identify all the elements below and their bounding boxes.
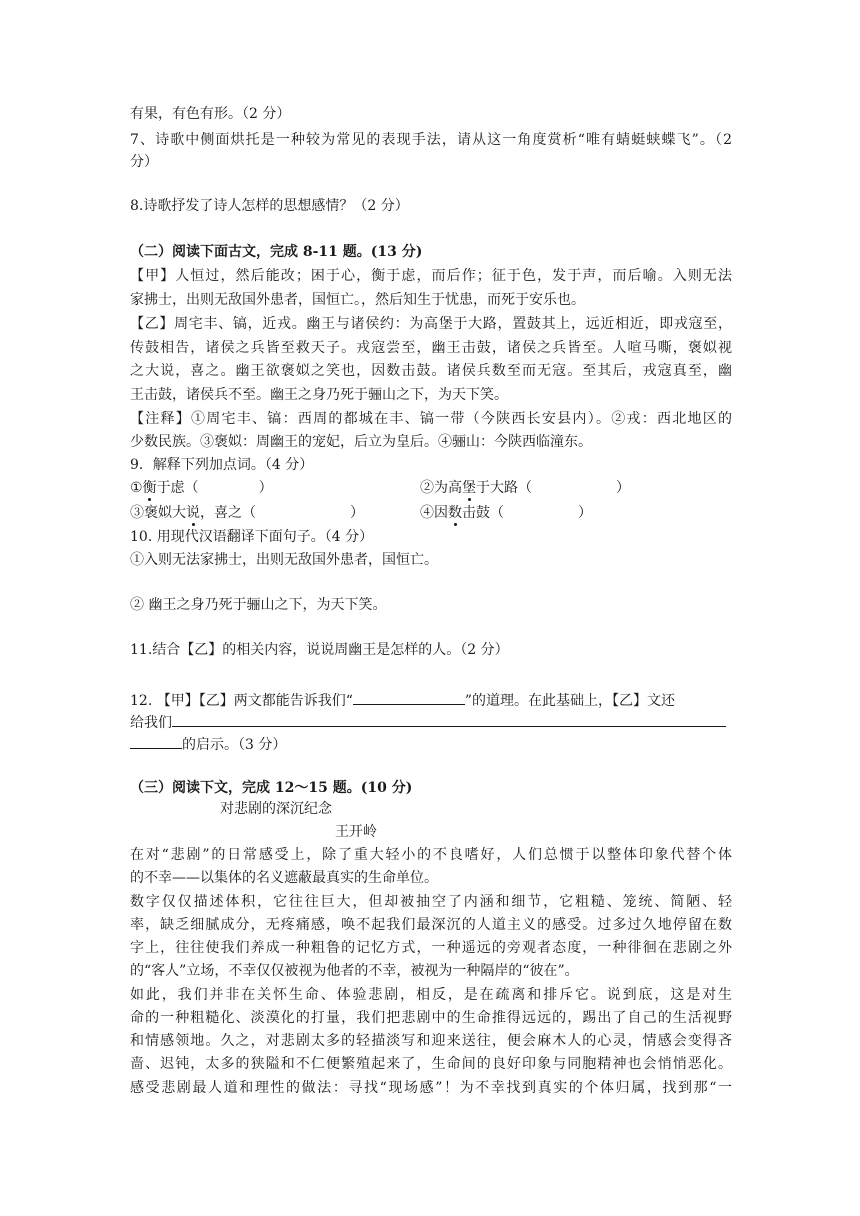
answer-blank[interactable] — [172, 710, 726, 727]
passage-yi: 传鼓相告，诸侯之兵皆至救天子。戎寇尝至，幽王击鼓，诸侯之兵皆至。人喧马嘶，褒姒视 — [130, 340, 732, 356]
question-10-sentence-1: ①入则无法家拂士，出则无敌国外患者，国恒亡。 — [130, 552, 438, 568]
article-paragraph: 和情感领地。久之，对悲剧太多的轻描淡写和迎来送往，便会麻木人的心灵，情感会变得吝 — [130, 1033, 732, 1049]
article-paragraph: 字上，往往使我们养成一种粗鲁的记忆方式，一种遥远的旁观者态度，一种徘徊在悲剧之外 — [130, 940, 732, 956]
answer-blank[interactable] — [353, 688, 465, 705]
article-paragraph: 命的一种粗糙化、淡漠化的打量，我们把悲剧中的生命推得远远的，踢出了自己的生活视野 — [130, 1010, 732, 1026]
question-9-item-2: ②为高堡于大路（ ） — [420, 480, 630, 496]
passage-yi: 王击鼓，诸侯兵不至。幽王之身乃死于骊山之下，为天下笑。 — [130, 387, 508, 403]
article-author: 王开岭 — [335, 824, 377, 840]
question-10-sentence-2: ② 幽王之身乃死于骊山之下，为天下笑。 — [130, 597, 387, 613]
article-paragraph: 的“客人”立场，不幸仅仅被视为他者的不幸，被视为一种隔岸的“彼在”。 — [130, 963, 579, 979]
dotted-character: 堡 — [462, 480, 476, 496]
article-paragraph: 感受悲剧最人道和理性的做法：寻找“现场感”！为不幸找到真实的个体归属，找到那“一 — [130, 1080, 732, 1096]
passage-yi: 【乙】周宅丰、镐，近戎。幽王与诸侯约：为高堡于大路，置鼓其上，远近相近，即戎寇至， — [130, 316, 732, 332]
text-line: 有果，有色有形。（2 分） — [130, 106, 291, 122]
question-12-continued: 的启示。（3 分） — [130, 732, 732, 754]
dotted-character: 数 — [448, 505, 462, 521]
text-line: 分） — [130, 154, 158, 170]
section-heading-3: （三）阅读下文，完成 12～15 题。(10 分) — [130, 780, 413, 796]
article-paragraph: 在对“悲剧”的日常感受上，除了重大轻小的不良嗜好，人们总惯于以整体印象代替个体 — [130, 847, 732, 863]
question-12-continued: 给我们 — [130, 710, 732, 732]
question-11: 11.结合【乙】的相关内容，说说周幽王是怎样的人。（2 分） — [130, 642, 509, 658]
section-heading-2: （二）阅读下面古文，完成 8-11 题。(13 分) — [130, 244, 423, 260]
passage-jia: 家拂士，出则无敌国外患者，国恒亡。，然后知生于忧患，而死于安乐也。 — [130, 292, 585, 308]
article-title: 对悲剧的深沉纪念 — [220, 801, 332, 817]
question-7: 7、诗歌中侧面烘托是一种较为常见的表现手法，请从这一角度赏析“唯有蜻蜓蛱蝶飞”。（2 — [130, 132, 732, 148]
question-8: 8.诗歌抒发了诗人怎样的思想感情？（2 分） — [130, 198, 409, 214]
article-paragraph: 啬、迟钝，太多的狭隘和不仁便繁殖起来了，生命间的良好印象与同胞精神也会悄悄恶化。 — [130, 1056, 732, 1072]
question-10: 10. 用现代汉语翻译下面句子。（4 分） — [130, 529, 374, 545]
article-paragraph: 的不幸——以集体的名义遮蔽最真实的生命单位。 — [130, 870, 438, 886]
article-paragraph: 数字仅仅描述体积，它往往巨大，但却被抽空了内涵和细节，它粗糙、笼统、简陋、轻 — [130, 894, 732, 910]
question-12: 12. 【甲】【乙】两文都能告诉我们“ ”的道理。在此基础上，【乙】文还 — [130, 688, 732, 710]
question-9: 9．解释下列加点词。（4 分） — [130, 457, 314, 473]
dotted-character: 说 — [186, 505, 200, 521]
passage-yi: 之大说，喜之。幽王欲褒姒之笑也，因数击鼓。诸侯兵数至而无寇。至其后，戎寇真至，幽 — [130, 363, 732, 379]
answer-blank[interactable] — [130, 732, 182, 749]
question-9-item-1: ①衡于虑（ ） — [130, 480, 273, 496]
question-9-item-4: ④因数击鼓（ ） — [420, 505, 592, 521]
article-paragraph: 率，缺乏细腻成分，无疼痛感，唤不起我们最深沉的人道主义的感受。过多过久地停留在数 — [130, 917, 732, 933]
annotation: 【注释】①周宅丰、镐：西周的都城在丰、镐一带（今陕西长安县内）。②戎：西北地区的 — [130, 411, 732, 427]
passage-jia: 【甲】人恒过，然后能改；困于心，衡于虑，而后作；征于色，发于声，而后喻。入则无法 — [130, 268, 732, 284]
dotted-character: 衡 — [142, 480, 157, 496]
article-paragraph: 如此，我们并非在关怀生命、体验悲剧，相反，是在疏离和排斥它。说到底，这是对生 — [130, 987, 732, 1003]
annotation: 少数民族。③褒姒：周幽王的宠妃，后立为皇后。④骊山：今陕西临潼东。 — [130, 434, 592, 450]
question-9-item-3: ③褒姒大说，喜之（ ） — [130, 505, 364, 521]
